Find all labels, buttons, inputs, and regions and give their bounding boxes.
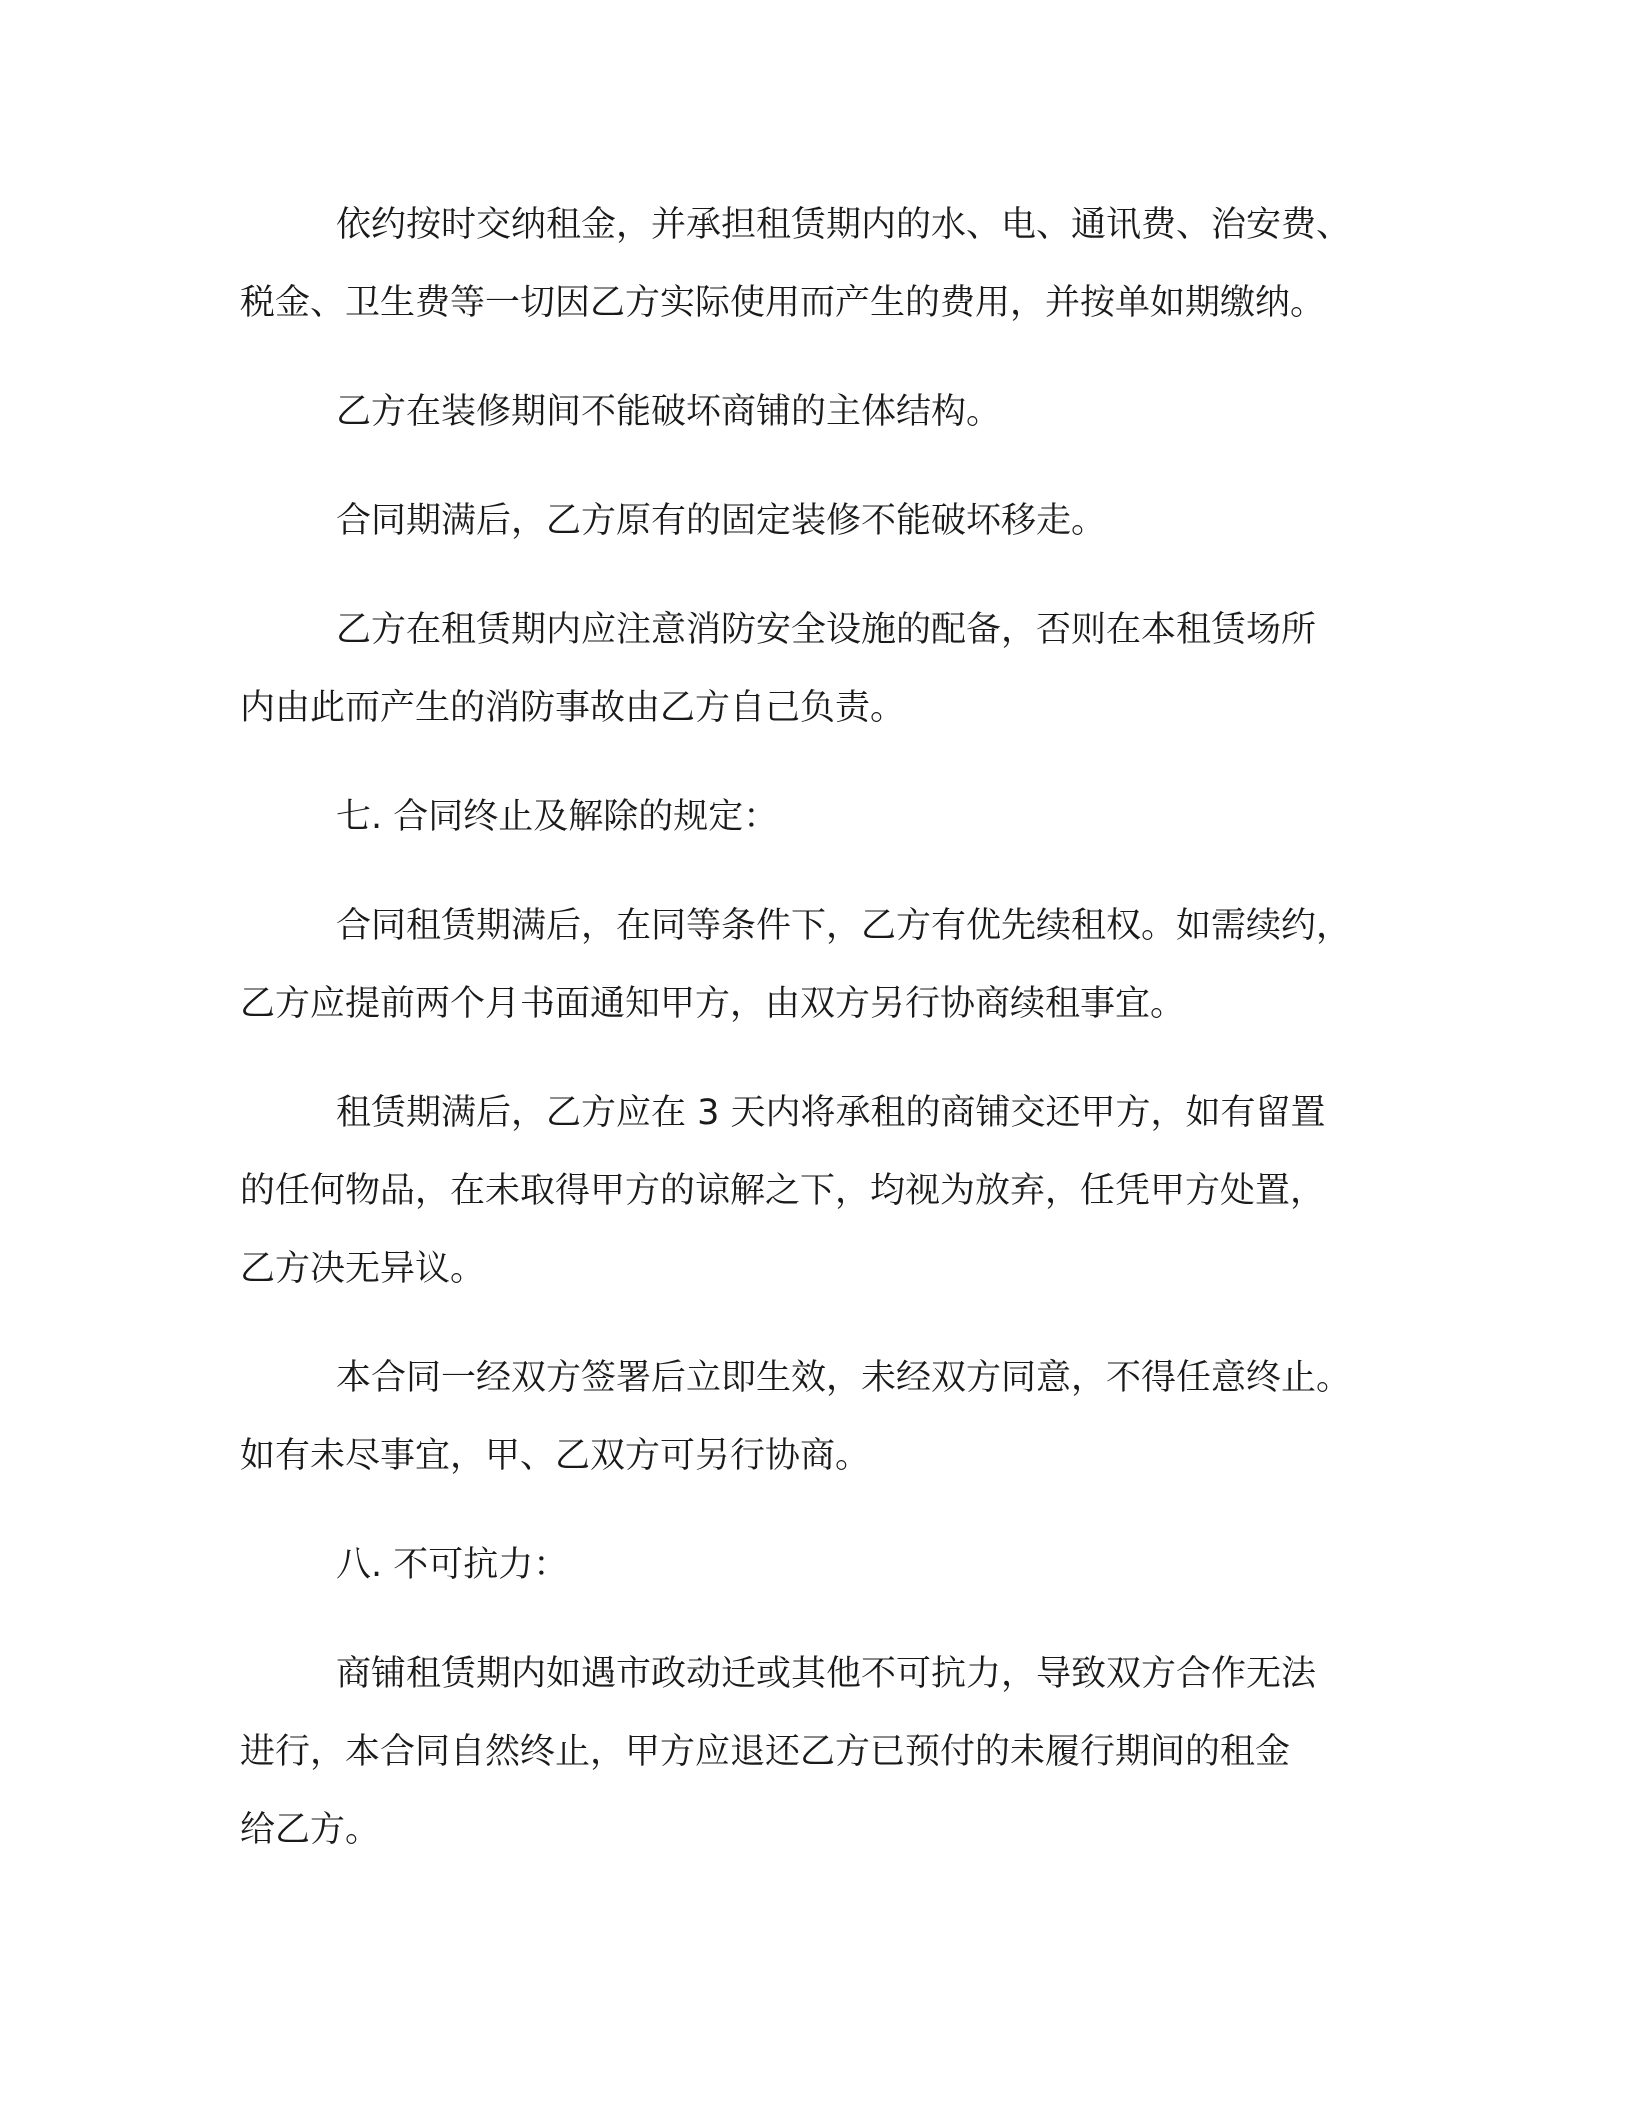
paragraph-force-majeure — [240, 1635, 1400, 1869]
paragraph-line: 本合同一经双方签署后立即生效，未经双方同意，不得任意终止。 — [336, 1358, 1352, 1398]
paragraph-fixed-decoration — [240, 482, 1400, 560]
section-heading: 八. 不可抗力： — [336, 1545, 569, 1585]
paragraph-return-premises — [240, 1074, 1400, 1308]
paragraph-line: 合同租赁期满后，在同等条件下，乙方有优先续租权。如需续约， — [336, 906, 1352, 946]
paragraph-line: 内由此而产生的消防事故由乙方自己负责。 — [240, 688, 906, 728]
section-heading-force-majeure — [240, 1526, 1400, 1604]
paragraph-line: 税金、卫生费等一切因乙方实际使用而产生的费用，并按单如期缴纳。 — [240, 283, 1326, 323]
paragraph-line: 租赁期满后，乙方应在 3 天内将承租的商铺交还甲方，如有留置 — [336, 1093, 1326, 1133]
paragraph-renewal — [240, 887, 1400, 1043]
paragraph-renovation — [240, 373, 1400, 451]
paragraph-line: 的任何物品，在未取得甲方的谅解之下，均视为放弃，任凭甲方处置， — [240, 1171, 1326, 1211]
paragraph-line: 乙方决无异议。 — [240, 1249, 486, 1289]
paragraph-effectiveness — [240, 1339, 1400, 1495]
paragraph-line: 合同期满后，乙方原有的固定装修不能破坏移走。 — [336, 501, 1107, 541]
paragraph-line: 乙方应提前两个月书面通知甲方，由双方另行协商续租事宜。 — [240, 984, 1186, 1024]
paragraph-line: 依约按时交纳租金，并承担租赁期内的水、电、通讯费、治安费、 — [336, 205, 1352, 245]
paragraph-line: 乙方在租赁期内应注意消防安全设施的配备，否则在本租赁场所 — [336, 610, 1317, 650]
paragraph-line: 商铺租赁期内如遇市政动迁或其他不可抗力，导致双方合作无法 — [336, 1654, 1317, 1694]
paragraph-rent-payment — [240, 186, 1400, 342]
paragraph-fire-safety — [240, 591, 1400, 747]
paragraph-line: 乙方在装修期间不能破坏商铺的主体结构。 — [336, 392, 1002, 432]
paragraph-line: 进行，本合同自然终止，甲方应退还乙方已预付的未履行期间的租金 — [240, 1732, 1291, 1772]
paragraph-line: 给乙方。 — [240, 1810, 381, 1850]
paragraph-line: 如有未尽事宜，甲、乙双方可另行协商。 — [240, 1436, 871, 1476]
section-heading: 七. 合同终止及解除的规定： — [336, 797, 779, 837]
section-heading-termination — [240, 778, 1400, 856]
document-body — [240, 186, 1400, 1869]
